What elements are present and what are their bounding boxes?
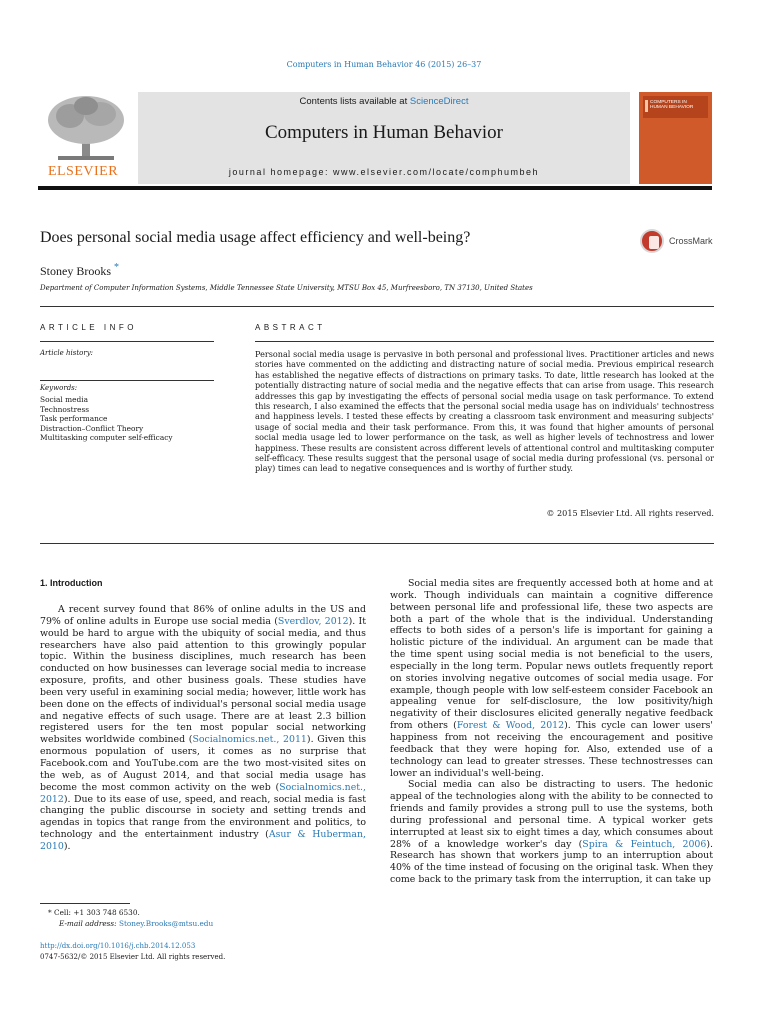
crossmark-label: CrossMark	[669, 236, 713, 246]
affiliation: Department of Computer Information Systems, Middle Tennessee State University, MTSU Box 45, Murfreesboro, TN 37130, United States	[40, 284, 533, 292]
sciencedirect-link[interactable]: ScienceDirect	[409, 96, 469, 107]
paragraph-text: ). Research has shown that workers jump to an interruption about 40% of the time instead of focusing on the original task. When they come back to the primary task from the interruption, it can take up	[390, 838, 713, 886]
crossmark-icon	[640, 229, 664, 253]
paragraph-text: A recent survey found that 86% of online adults in the US and 79% of online adults in Europe use social media (	[40, 604, 366, 627]
citation-link[interactable]: Socialnomics.net., 2011	[192, 734, 307, 746]
keyword-item: Technostress	[40, 404, 90, 414]
paragraph-text: ). This cycle can lower users' happiness from not receiving the encouragement and positive feedback that they were hoping for. Also, extended use of a technology can lead to greater stresses. These technostresses can lower an individual's well-being.	[390, 720, 714, 779]
author	[40, 262, 119, 279]
issn-copyright: 0747-5632/© 2015 Elsevier Ltd. All rights reserved.	[40, 953, 226, 961]
journal-banner	[138, 92, 630, 184]
keyword-item: Social media	[40, 395, 89, 404]
title-rule	[40, 306, 714, 307]
homepage-line	[138, 167, 630, 177]
abstract-copyright: © 2015 Elsevier Ltd. All rights reserved.	[546, 508, 714, 518]
abstract-rule-bottom	[40, 543, 714, 544]
paragraph-text: Social media sites are frequently accessed both at home and at work. Though individuals can maintain a cognitive difference between personal life and professional life, these two aspects are both a part of the whole that is the individual. Understanding effects to both sides of a person's life is important for gaining a holistic picture of the individual. An argument can be made that the time spent using social media is not beneficial to the users, especially in the long term. Popular news outlets frequently report on stories involving negative outcomes of social media usage. For example, though people with low self-esteem consider Facebook an appealing venue for self-disclosure, the low positivity/high negativity of their disclosures elicited generally negative feedback from others (	[390, 578, 713, 732]
contents-line	[138, 96, 630, 107]
contents-prefix: Contents lists available at	[299, 96, 410, 107]
abstract-text: Personal social media usage is pervasive in both personal and professional lives. Practitioner articles and news stories have commented on the addicting and distracting nature of social media. Previous empirical research has established the negative effects of distractions on primary tasks. To date, little research has looked at the potentially distracting nature of social media and the negative effects that can arise from usage. This research addresses this gap by investigating the effects of personal social media usage on task performance. To extend this research, I also examined the effects that the personal social media usage has on individuals' technostress and happiness levels. I tested these effects by creating a classroom task environment and measuring subjects' usage of social media and their task performance. From this, it was found that higher amounts of personal social media usage led to lower performance on the task, as well as higher levels of technostress and lower happiness. These results are consistent across different levels of attentional control and multitasking computer self-efficacy. These results suggest that the personal usage of social media during professional (vs. personal or play) times can lead to negative consequences and is worthy of further study.	[255, 349, 714, 474]
homepage-link[interactable]: www.elsevier.com/locate/comphumbeh	[332, 167, 540, 177]
abstract-rule-top	[255, 341, 714, 342]
journal-cover-image	[639, 92, 712, 184]
info-rule-2	[40, 380, 214, 381]
crossmark-badge[interactable]	[640, 229, 716, 257]
citation-link[interactable]: Spira & Feintuch, 2006	[582, 838, 707, 850]
journal-title: Computers in Human Behavior	[265, 122, 503, 143]
paragraph-text: ). Given this enormous population of users, it comes as no surprise that Facebook.com and YouTube.com are the two most-visited sites on the web, as of August 2014, and that social media usage has become the most common activity on the web (	[40, 734, 366, 793]
footnote-mark: *	[48, 908, 52, 917]
citation-link[interactable]: Asur & Huberman, 2010	[40, 829, 366, 852]
keyword-item: Distraction–Conflict Theory	[40, 423, 144, 433]
paragraph-text: ). Due to its ease of use, speed, and reach, social media is fast changing the public discourse in society and setting trends and agendas in topics that range from the environment and politics, to technology and the entertainment industry (	[40, 793, 366, 841]
body-column-right	[390, 578, 713, 886]
author-email-link[interactable]: Stoney.Brooks@mtsu.edu	[118, 919, 214, 928]
keywords-label: Keywords:	[40, 384, 78, 392]
footnote	[40, 907, 213, 929]
article-info-heading: ARTICLE INFO	[40, 323, 137, 332]
running-head[interactable]: Computers in Human Behavior 46 (2015) 26–37	[286, 60, 482, 69]
body-paragraph	[390, 578, 713, 779]
cover-mark	[645, 100, 648, 112]
footnote-cell: Cell: +1 303 748 6530.	[53, 908, 140, 917]
cover-text: COMPUTERS IN HUMAN BEHAVIOR	[650, 100, 694, 110]
article-history-label: Article history:	[40, 349, 94, 357]
crossmark-bookmark-shape	[649, 236, 659, 249]
abstract-heading: ABSTRACT	[255, 323, 326, 332]
paragraph-text: Social media can also be distracting to users. The hedonic appeal of the technologies along with the ability to be connected to friends and family provides a strong pull to use the systems, both during professional and personal time. A typical worker gets interrupted at least six to eight times a day, which consumes about 28% of a knowledge worker's day (	[390, 779, 713, 850]
body-paragraph	[390, 779, 713, 886]
author-footnote-mark[interactable]: *	[114, 262, 120, 273]
publisher-name: ELSEVIER	[47, 164, 119, 179]
paragraph-text: ). It would be hard to argue with the ubiquity of social media, and thus researchers have also paid attention to this growingly popular topic. Within the business disciplines, much research has been conducted on how businesses can leverage social media to increase exposure, profits, and other business goals. These studies have been very useful in examining social media; however, little work has been done on the effects of individual's personal social media usage and negative effects of such usage. There are at least 2.3 billion registered users for the ten most popular social networking websites worldwide combined (	[40, 615, 366, 746]
keyword-item: Task performance	[40, 414, 108, 424]
doi-link[interactable]: http://dx.doi.org/10.1016/j.chb.2014.12.053	[40, 942, 196, 950]
citation-link[interactable]: Socialnomics.net., 2012	[40, 781, 366, 805]
paragraph-text: ).	[63, 840, 71, 852]
citation-link[interactable]: Forest & Wood, 2012	[456, 720, 565, 732]
author-name: Stoney Brooks	[40, 264, 112, 278]
body-paragraph	[40, 604, 366, 853]
header-rule	[38, 186, 712, 190]
homepage-prefix: journal homepage:	[228, 167, 333, 177]
citation-link[interactable]: Sverdlov, 2012	[277, 615, 349, 627]
keyword-item: Multitasking computer self-efficacy	[40, 433, 173, 443]
keywords-list	[40, 395, 173, 443]
footnote-rule	[40, 903, 130, 904]
footnote-email-label: E-mail address:	[59, 919, 119, 928]
info-rule-1	[40, 341, 214, 342]
section-heading: 1. Introduction	[40, 578, 103, 588]
article-title: Does personal social media usage affect efficiency and well-being?	[40, 229, 471, 246]
body-column-left	[40, 604, 366, 853]
